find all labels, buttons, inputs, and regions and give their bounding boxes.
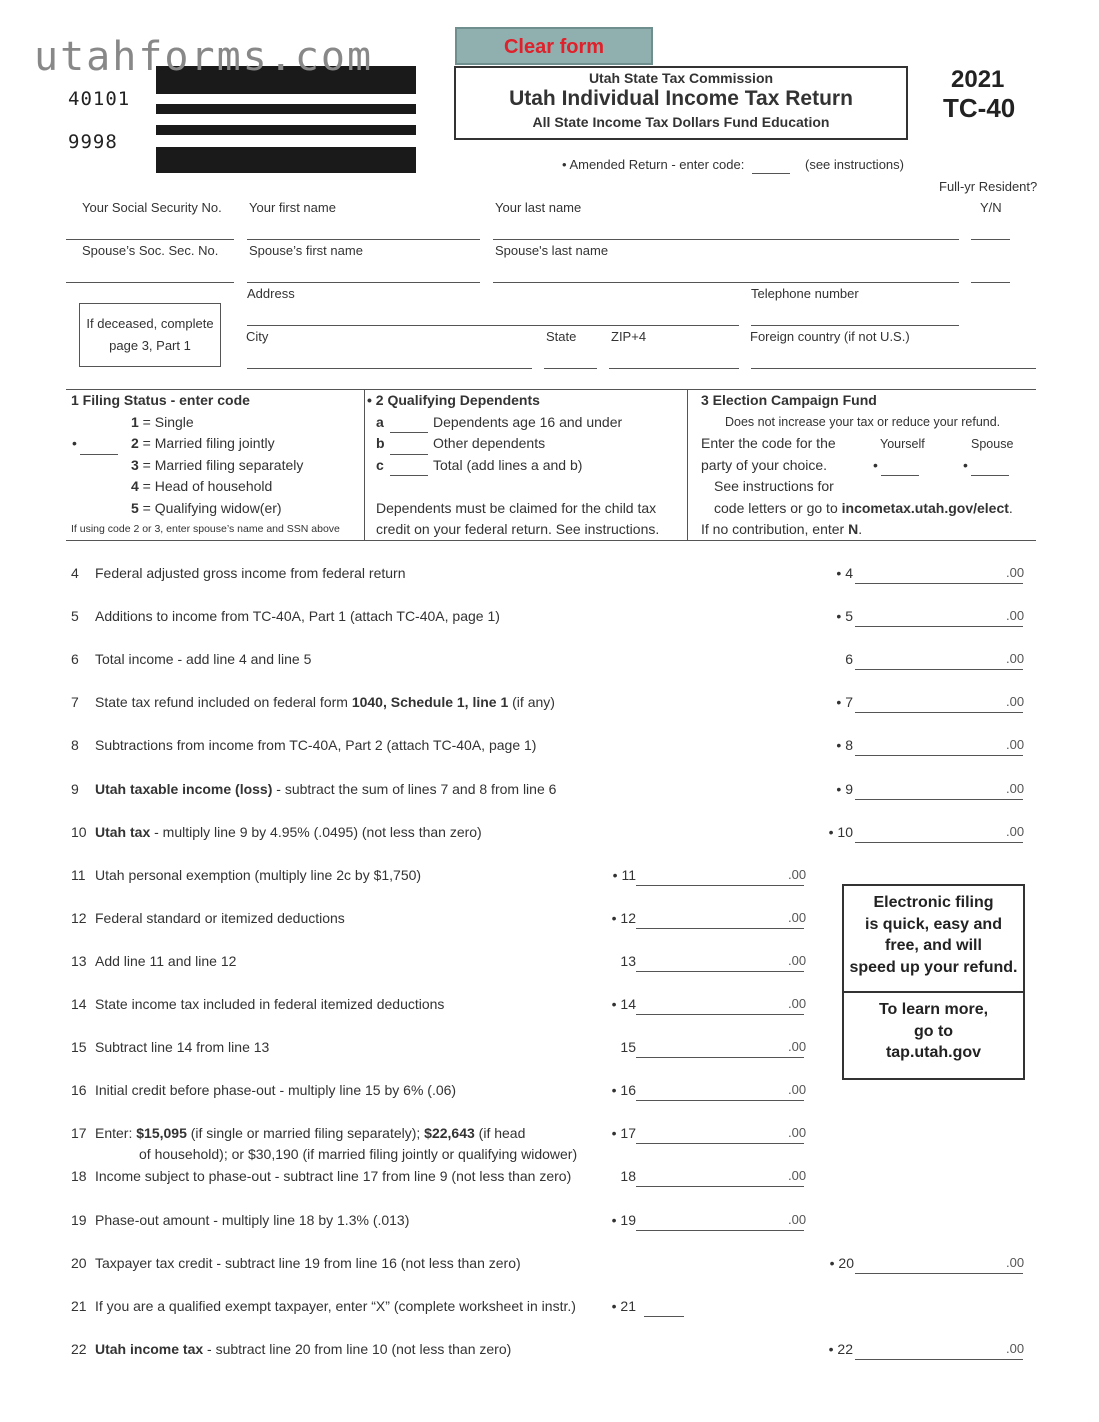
campaign-line: code letters or go to incometax.utah.gov/elect. <box>714 499 1013 516</box>
spouse-ssn-label: Spouse’s Soc. Sec. No. <box>82 243 219 258</box>
ssn-label: Your Social Security No. <box>82 200 222 215</box>
campaign-bullet: • <box>873 457 878 473</box>
dependents-a-input[interactable] <box>390 432 428 433</box>
line-description: Subtract line 14 from line 13 <box>95 1039 270 1056</box>
cents-label: .00 <box>788 909 807 925</box>
filing-status-note: If using code 2 or 3, enter spouse’s name and SSN above <box>71 523 340 535</box>
line-description: Federal adjusted gross income from federal return <box>95 565 406 581</box>
line-description: Utah personal exemption (multiply line 2c by $1,750) <box>95 866 422 883</box>
section-divider <box>364 389 365 540</box>
campaign-yourself-input[interactable] <box>881 475 919 476</box>
dependents-note: credit on your federal return. See instructions. <box>376 521 660 537</box>
line-box-label: • 17 <box>611 1125 636 1142</box>
ssn-field[interactable] <box>66 239 234 240</box>
cents-label: .00 <box>788 866 807 882</box>
line-9 <box>0 781 1099 811</box>
filing-status-bullet: • <box>72 435 77 451</box>
line-6-amount-field[interactable] <box>855 669 1023 670</box>
barcode-bar <box>156 125 416 135</box>
filing-status-input[interactable] <box>80 454 118 455</box>
line-box-label: 13 <box>620 952 636 969</box>
line-box-label: 15 <box>620 1039 636 1056</box>
line-number: 9 <box>71 780 79 797</box>
amended-label: • Amended Return - enter code: <box>562 157 745 172</box>
line-description: Enter: $15,095 (if single or married filing separately); $22,643 (if head <box>95 1125 526 1142</box>
line-13-amount-field[interactable] <box>636 971 804 972</box>
campaign-spouse-input[interactable] <box>971 475 1009 476</box>
campaign-bullet: • <box>963 457 968 473</box>
dependents-note: Dependents must be claimed for the child tax <box>376 499 657 516</box>
deceased-text-2: page 3, Part 1 <box>109 338 191 353</box>
form-code-top: 40101 <box>68 88 131 110</box>
line-11-amount-field[interactable] <box>636 885 804 886</box>
line-8 <box>0 737 1099 767</box>
line-18 <box>0 1168 1099 1198</box>
filing-status <box>71 390 361 541</box>
spouse-last-label: Spouse's last name <box>495 243 609 258</box>
line-4-amount-field[interactable] <box>855 583 1023 584</box>
foreign-label: Foreign country (if not U.S.) <box>750 329 910 344</box>
line-19 <box>0 1212 1099 1242</box>
line-box-label: • 20 <box>829 1254 854 1271</box>
line-number: 8 <box>71 737 79 754</box>
campaign-line: Enter the code for the <box>701 435 836 451</box>
campaign-line: If no contribution, enter N. <box>701 521 863 537</box>
line-box-label: • 22 <box>828 1340 853 1357</box>
line-number: 7 <box>71 694 79 711</box>
campaign-fund <box>701 390 1036 541</box>
efile-learn-more: To learn more, go to tap.utah.gov <box>878 1001 989 1061</box>
line-5 <box>0 608 1099 638</box>
form-title: Utah Individual Income Tax Return <box>509 87 853 110</box>
deceased-box <box>79 303 221 367</box>
line-16-amount-field[interactable] <box>636 1100 804 1101</box>
line-number: 21 <box>71 1297 87 1314</box>
filing-status-option: 2 = Married filing jointly <box>131 435 275 451</box>
dependents-heading: • 2 Qualifying Dependents <box>367 392 540 408</box>
line-description: Phase-out amount - multiply line 18 by 1.3% (.013) <box>95 1211 410 1228</box>
line-number: 11 <box>71 866 86 883</box>
line-box-label: 6 <box>845 651 853 668</box>
watermark: utahforms.com <box>34 34 374 80</box>
line-22 <box>0 1341 1099 1371</box>
filing-status-option: 3 = Married filing separately <box>131 456 304 473</box>
section-divider <box>687 389 688 540</box>
cents-label: .00 <box>788 1211 807 1227</box>
cents-label: .00 <box>1006 651 1025 667</box>
zip-field[interactable] <box>609 368 739 369</box>
line-number: 17 <box>71 1125 87 1142</box>
address-label: Address <box>247 286 295 301</box>
line-description: Additions to income from TC-40A, Part 1 (attach TC-40A, page 1) <box>95 608 500 625</box>
line-description: Utah income tax - subtract line 20 from line 10 (not less than zero) <box>95 1340 512 1357</box>
line-box-label: • 11 <box>612 866 636 883</box>
line-description: Income subject to phase-out - subtract line 17 from line 9 (not less than zero) <box>95 1168 572 1185</box>
last-name-field[interactable] <box>493 239 959 240</box>
line-number: 10 <box>71 823 87 840</box>
line-19-amount-field[interactable] <box>636 1230 804 1231</box>
line-14-amount-field[interactable] <box>636 1014 804 1015</box>
barcode-bar <box>156 147 416 173</box>
city-label: City <box>246 329 269 344</box>
line-description: Initial credit before phase-out - multiply line 15 by 6% (.06) <box>95 1082 457 1099</box>
barcode-bar <box>156 104 416 114</box>
line-number: 14 <box>71 996 87 1012</box>
line-21-amount-field[interactable] <box>644 1316 684 1317</box>
last-name-label: Your last name <box>495 200 582 215</box>
line-7-amount-field[interactable] <box>855 712 1023 713</box>
line-number: 18 <box>71 1168 87 1185</box>
line-20 <box>0 1255 1099 1285</box>
spouse-first-label: Spouse’s first name <box>249 243 363 258</box>
efile-message: Electronic filing is quick, easy and free, and will speed up your refund. <box>844 886 1023 993</box>
filing-status-option: 5 = Qualifying widow(er) <box>131 499 282 516</box>
deceased-text-1: If deceased, complete <box>86 316 214 331</box>
spouse-ssn-field[interactable] <box>66 282 234 283</box>
line-number: 15 <box>71 1039 87 1056</box>
campaign-line: party of your choice. <box>701 456 828 473</box>
line-7 <box>0 694 1099 724</box>
line-description: If you are a qualified exempt taxpayer, enter “X” (complete worksheet in instr.) <box>95 1297 576 1314</box>
line-box-label: • 4 <box>836 565 853 581</box>
line-6 <box>0 651 1099 681</box>
line-21 <box>0 1298 1099 1328</box>
campaign-spouse-label: Spouse <box>971 437 1014 451</box>
cents-label: .00 <box>1006 608 1025 624</box>
city-field[interactable] <box>247 368 532 369</box>
zip-label: ZIP+4 <box>611 329 647 344</box>
resident-field[interactable] <box>971 239 1010 240</box>
form-number: TC-40 <box>943 93 1016 123</box>
line-number: 5 <box>71 608 79 625</box>
campaign-heading: 3 Election Campaign Fund <box>701 392 877 408</box>
line-number: 4 <box>71 565 79 581</box>
line-box-label: • 14 <box>611 996 636 1012</box>
line-box-label: • 12 <box>611 909 636 926</box>
cents-label: .00 <box>1006 1254 1025 1270</box>
cents-label: .00 <box>788 1082 807 1098</box>
line-description: Taxpayer tax credit - subtract line 19 from line 16 (not less than zero) <box>95 1254 521 1271</box>
dependents <box>367 390 685 541</box>
line-box-label: • 5 <box>836 608 853 625</box>
line-17-amount-field[interactable] <box>636 1143 804 1144</box>
line-number: 20 <box>71 1254 87 1271</box>
line-8-amount-field[interactable] <box>855 755 1023 756</box>
line-number: 13 <box>71 952 87 969</box>
cents-label: .00 <box>1006 694 1025 710</box>
clear-form-label: Clear form <box>503 36 605 58</box>
resident-label: Full-yr Resident? <box>939 179 1038 194</box>
line-10-amount-field[interactable] <box>855 842 1023 843</box>
line-17-continuation: of household); or $30,190 (if married filing jointly or qualifying widower) <box>139 1146 578 1162</box>
first-name-field[interactable] <box>247 239 480 240</box>
cents-label: .00 <box>1006 737 1025 753</box>
line-description: Utah tax - multiply line 9 by 4.95% (.0495) (not less than zero) <box>95 823 482 840</box>
cents-label: .00 <box>1006 1340 1025 1356</box>
amended-note: (see instructions) <box>805 157 904 172</box>
header-box <box>454 66 908 140</box>
line-18-amount-field[interactable] <box>636 1186 804 1187</box>
filing-status-option: 1 = Single <box>131 413 194 430</box>
dependents-row: a Dependents age 16 and under <box>376 413 623 430</box>
efile-box <box>842 884 1025 1080</box>
phone-field[interactable] <box>751 325 959 326</box>
campaign-sub: Does not increase your tax or reduce your refund. <box>725 414 1001 429</box>
line-box-label: • 9 <box>836 780 853 797</box>
line-description: Federal standard or itemized deductions <box>95 909 345 926</box>
phone-label: Telephone number <box>751 286 859 301</box>
form-subtitle: All State Income Tax Dollars Fund Education <box>532 114 830 130</box>
dependents-row: b Other dependents <box>376 435 546 451</box>
clear-form-button[interactable] <box>455 27 653 65</box>
line-box-label: • 8 <box>836 737 853 754</box>
line-15-amount-field[interactable] <box>636 1057 804 1058</box>
line-number: 19 <box>71 1211 87 1228</box>
line-number: 6 <box>71 651 79 668</box>
cents-label: .00 <box>1006 565 1025 580</box>
line-5-amount-field[interactable] <box>855 626 1023 627</box>
spouse-resident-field[interactable] <box>971 282 1010 283</box>
line-16 <box>0 1082 1099 1112</box>
form-code-bottom: 9998 <box>68 131 118 153</box>
line-box-label: • 7 <box>836 694 853 711</box>
line-9-amount-field[interactable] <box>855 799 1023 800</box>
foreign-field[interactable] <box>751 368 1036 369</box>
cents-label: .00 <box>788 952 807 968</box>
line-box-label: • 19 <box>611 1211 636 1228</box>
state-field[interactable] <box>544 368 597 369</box>
line-box-label: • 16 <box>611 1082 636 1099</box>
line-20-amount-field[interactable] <box>855 1273 1023 1274</box>
agency-name: Utah State Tax Commission <box>588 70 774 86</box>
line-box-label: • 21 <box>611 1297 636 1314</box>
spouse-first-field[interactable] <box>247 282 480 283</box>
line-4 <box>0 565 1099 595</box>
line-22-amount-field[interactable] <box>855 1359 1023 1360</box>
amended-code-input[interactable] <box>752 173 790 174</box>
cents-label: .00 <box>1006 823 1025 839</box>
spouse-last-field[interactable] <box>493 282 959 283</box>
filing-status-heading: 1 Filing Status - enter code <box>71 392 250 408</box>
state-label: State <box>546 329 577 344</box>
line-number: 12 <box>71 909 87 926</box>
first-name-label: Your first name <box>249 200 336 215</box>
line-12-amount-field[interactable] <box>636 928 804 929</box>
line-number: 16 <box>71 1082 87 1099</box>
dependents-c-input[interactable] <box>390 475 428 476</box>
cents-label: .00 <box>788 1168 807 1184</box>
cents-label: .00 <box>788 1125 807 1141</box>
filing-status-option: 4 = Head of household <box>131 478 273 494</box>
address-field[interactable] <box>247 325 739 326</box>
line-description: Subtractions from income from TC-40A, Part 2 (attach TC-40A, page 1) <box>95 737 537 754</box>
line-description: State tax refund included on federal form 1040, Schedule 1, line 1 (if any) <box>95 694 555 711</box>
line-box-label: • 10 <box>828 823 853 840</box>
cents-label: .00 <box>1006 780 1025 796</box>
line-10 <box>0 824 1099 854</box>
campaign-line: See instructions for <box>714 478 834 494</box>
cents-label: .00 <box>788 1039 807 1055</box>
dependents-b-input[interactable] <box>390 454 428 455</box>
line-box-label: 18 <box>620 1168 636 1185</box>
dependents-row: c Total (add lines a and b) <box>376 456 583 473</box>
campaign-yourself-label: Yourself <box>880 437 925 451</box>
resident-yn-label: Y/N <box>980 200 1002 215</box>
line-number: 22 <box>71 1340 87 1357</box>
line-description: Add line 11 and line 12 <box>95 952 237 969</box>
line-description: Total income - add line 4 and line 5 <box>95 651 312 668</box>
line-description: State income tax included in federal itemized deductions <box>95 996 445 1012</box>
line-description: Utah taxable income (loss) - subtract the sum of lines 7 and 8 from line 6 <box>95 780 557 797</box>
tax-year: 2021 <box>951 66 1005 93</box>
cents-label: .00 <box>788 996 807 1011</box>
